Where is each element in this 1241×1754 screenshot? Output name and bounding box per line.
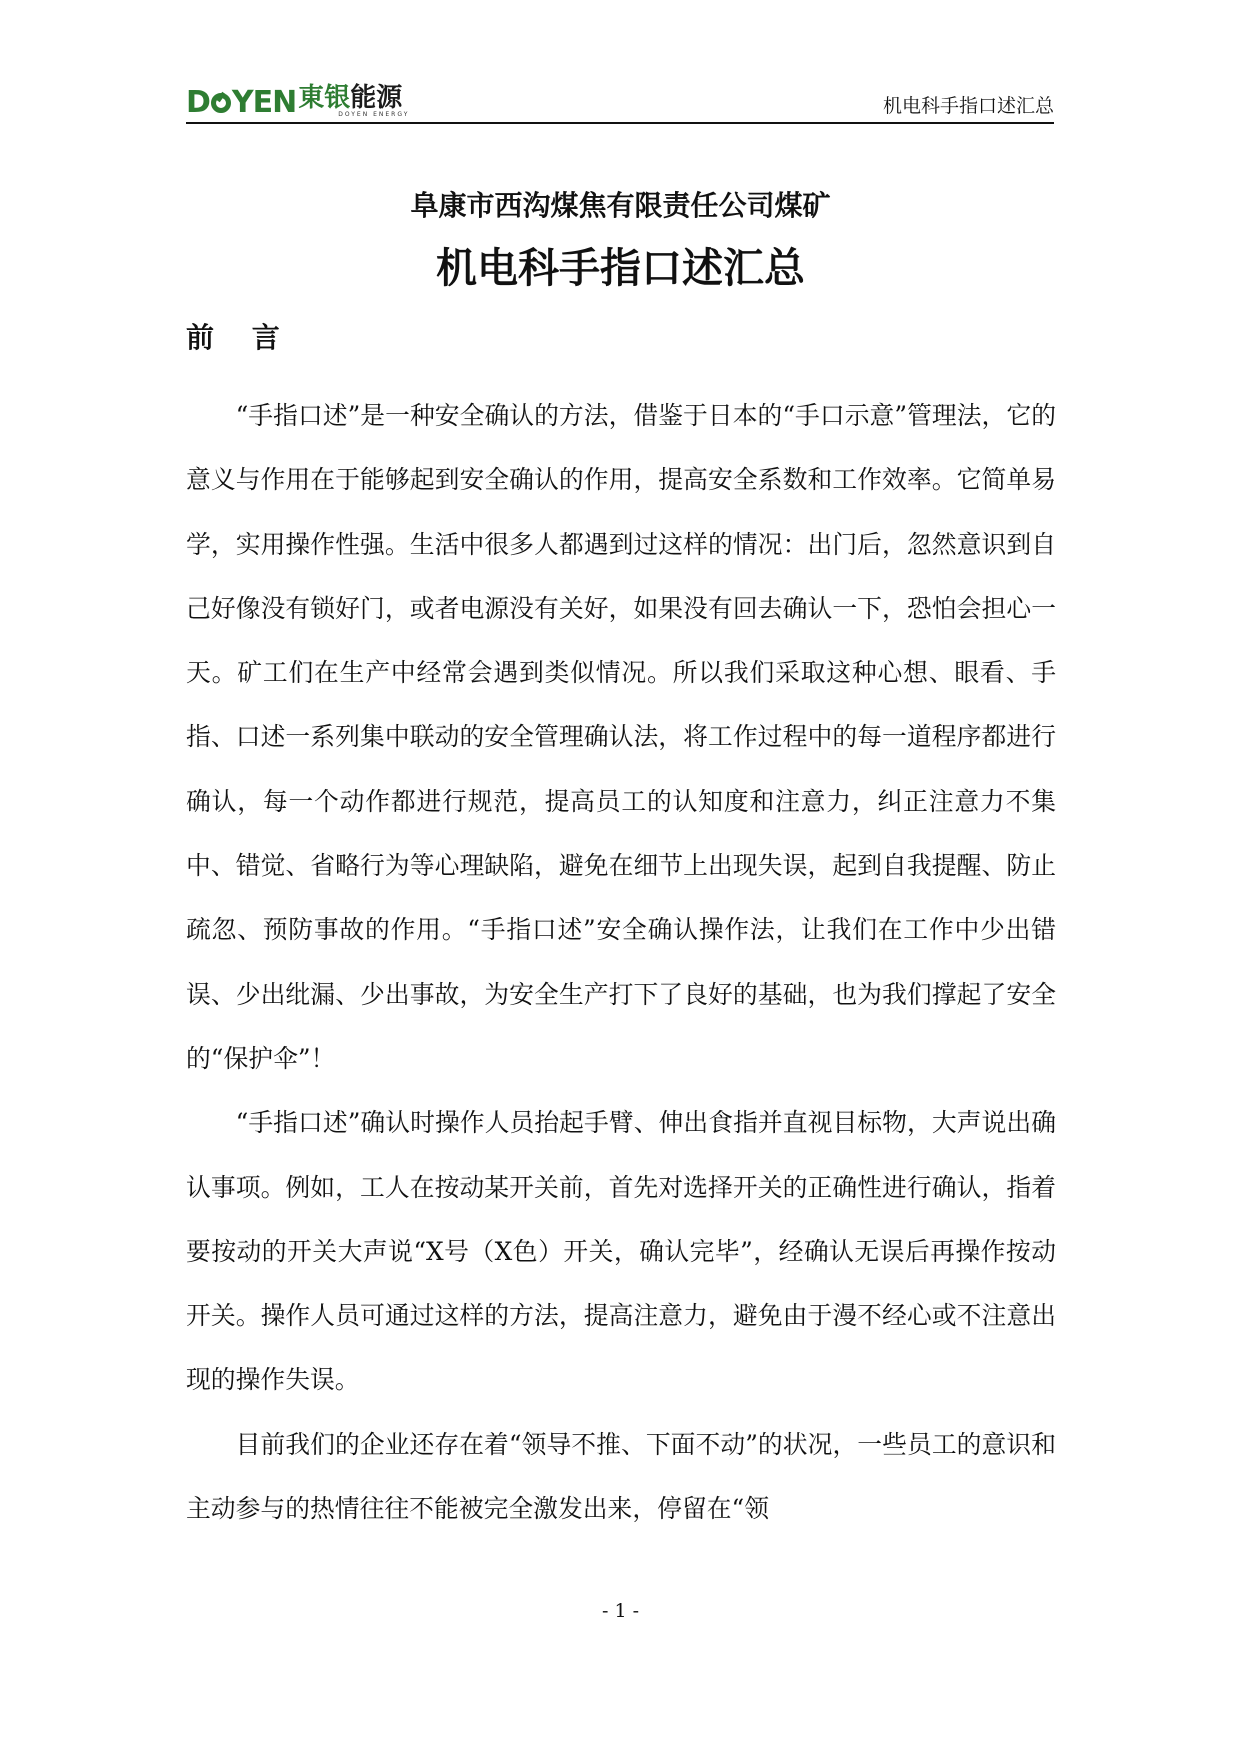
logo-chinese-text (298, 85, 409, 111)
document-body (186, 384, 1056, 1541)
doyen-energy-logo (186, 83, 410, 120)
document-title: 机电科手指口述汇总 (436, 244, 805, 292)
section-heading-preface: 前 言 (186, 321, 280, 354)
logo-letter-d: D (186, 85, 210, 120)
body-paragraph: “手指口述”是一种安全确认的方法，借鉴于日本的“手口示意”管理法，它的意义与作用在于能够起到安全确认的作用，提高安全系数和工作效率。它简单易学，实用操作性强。生活中很多人都遇到过这样的情况：出门后，忽然意识到自己好像没有锁好门，或者电源没有关好，如果没有回去确认一下，恐怕会担心一天。矿工们在生产中经常会遇到类似情况。所以我们采取这种心想、眼看、手指、口述一系列集中联动的安全管理确认法，将工作过程中的每一道程序都进行确认，每一个动作都进行规范，提高员工的认知度和注意力，纠正注意力不集中、错觉、省略行为等心理缺陷，避免在细节上出现失误，起到自我提醒、防止疏忽、预防事故的作用。“手指口述”安全确认操作法，让我们在工作中少出错误、少出纰漏、少出事故，为安全生产打下了良好的基础，也为我们撑起了安全的“保护伞”！ (186, 401, 1056, 1073)
page-header (186, 84, 1054, 124)
body-paragraph: 目前我们的企业还存在着“领导不推、下面不动”的状况，一些员工的意识和主动参与的热情往往不能被完全激发出来，停留在“领 (186, 1429, 1056, 1524)
body-paragraph: “手指口述”确认时操作人员抬起手臂、伸出食指并直视目标物，大声说出确认事项。例如，工人在按动某开关前，首先对选择开关的正确性进行确认，指着要按动的开关大声说“X号（X色）开关，确认完毕”，经确认无误后再操作按动开关。操作人员可通过这样的方法，提高注意力，避免由于漫不经心或不注意出现的操作失误。 (186, 1108, 1056, 1395)
page-number: - 1 - (601, 1600, 639, 1622)
logo-ring-icon (211, 93, 231, 113)
logo-latin-text (186, 85, 297, 120)
header-title: 机电科手指口述汇总 (882, 95, 1054, 117)
logo-chars-nengyuan: 能源 (350, 83, 403, 113)
logo-subtitle: DOYEN ENERGY (338, 111, 410, 118)
logo-char-dong: 東 (298, 83, 325, 113)
logo-chinese-block (298, 85, 409, 118)
logo-char-yin: 银 (324, 83, 351, 113)
logo-letters-yen: YEN (231, 85, 297, 120)
document-subtitle: 阜康市西沟煤焦有限责任公司煤矿 (410, 189, 831, 222)
